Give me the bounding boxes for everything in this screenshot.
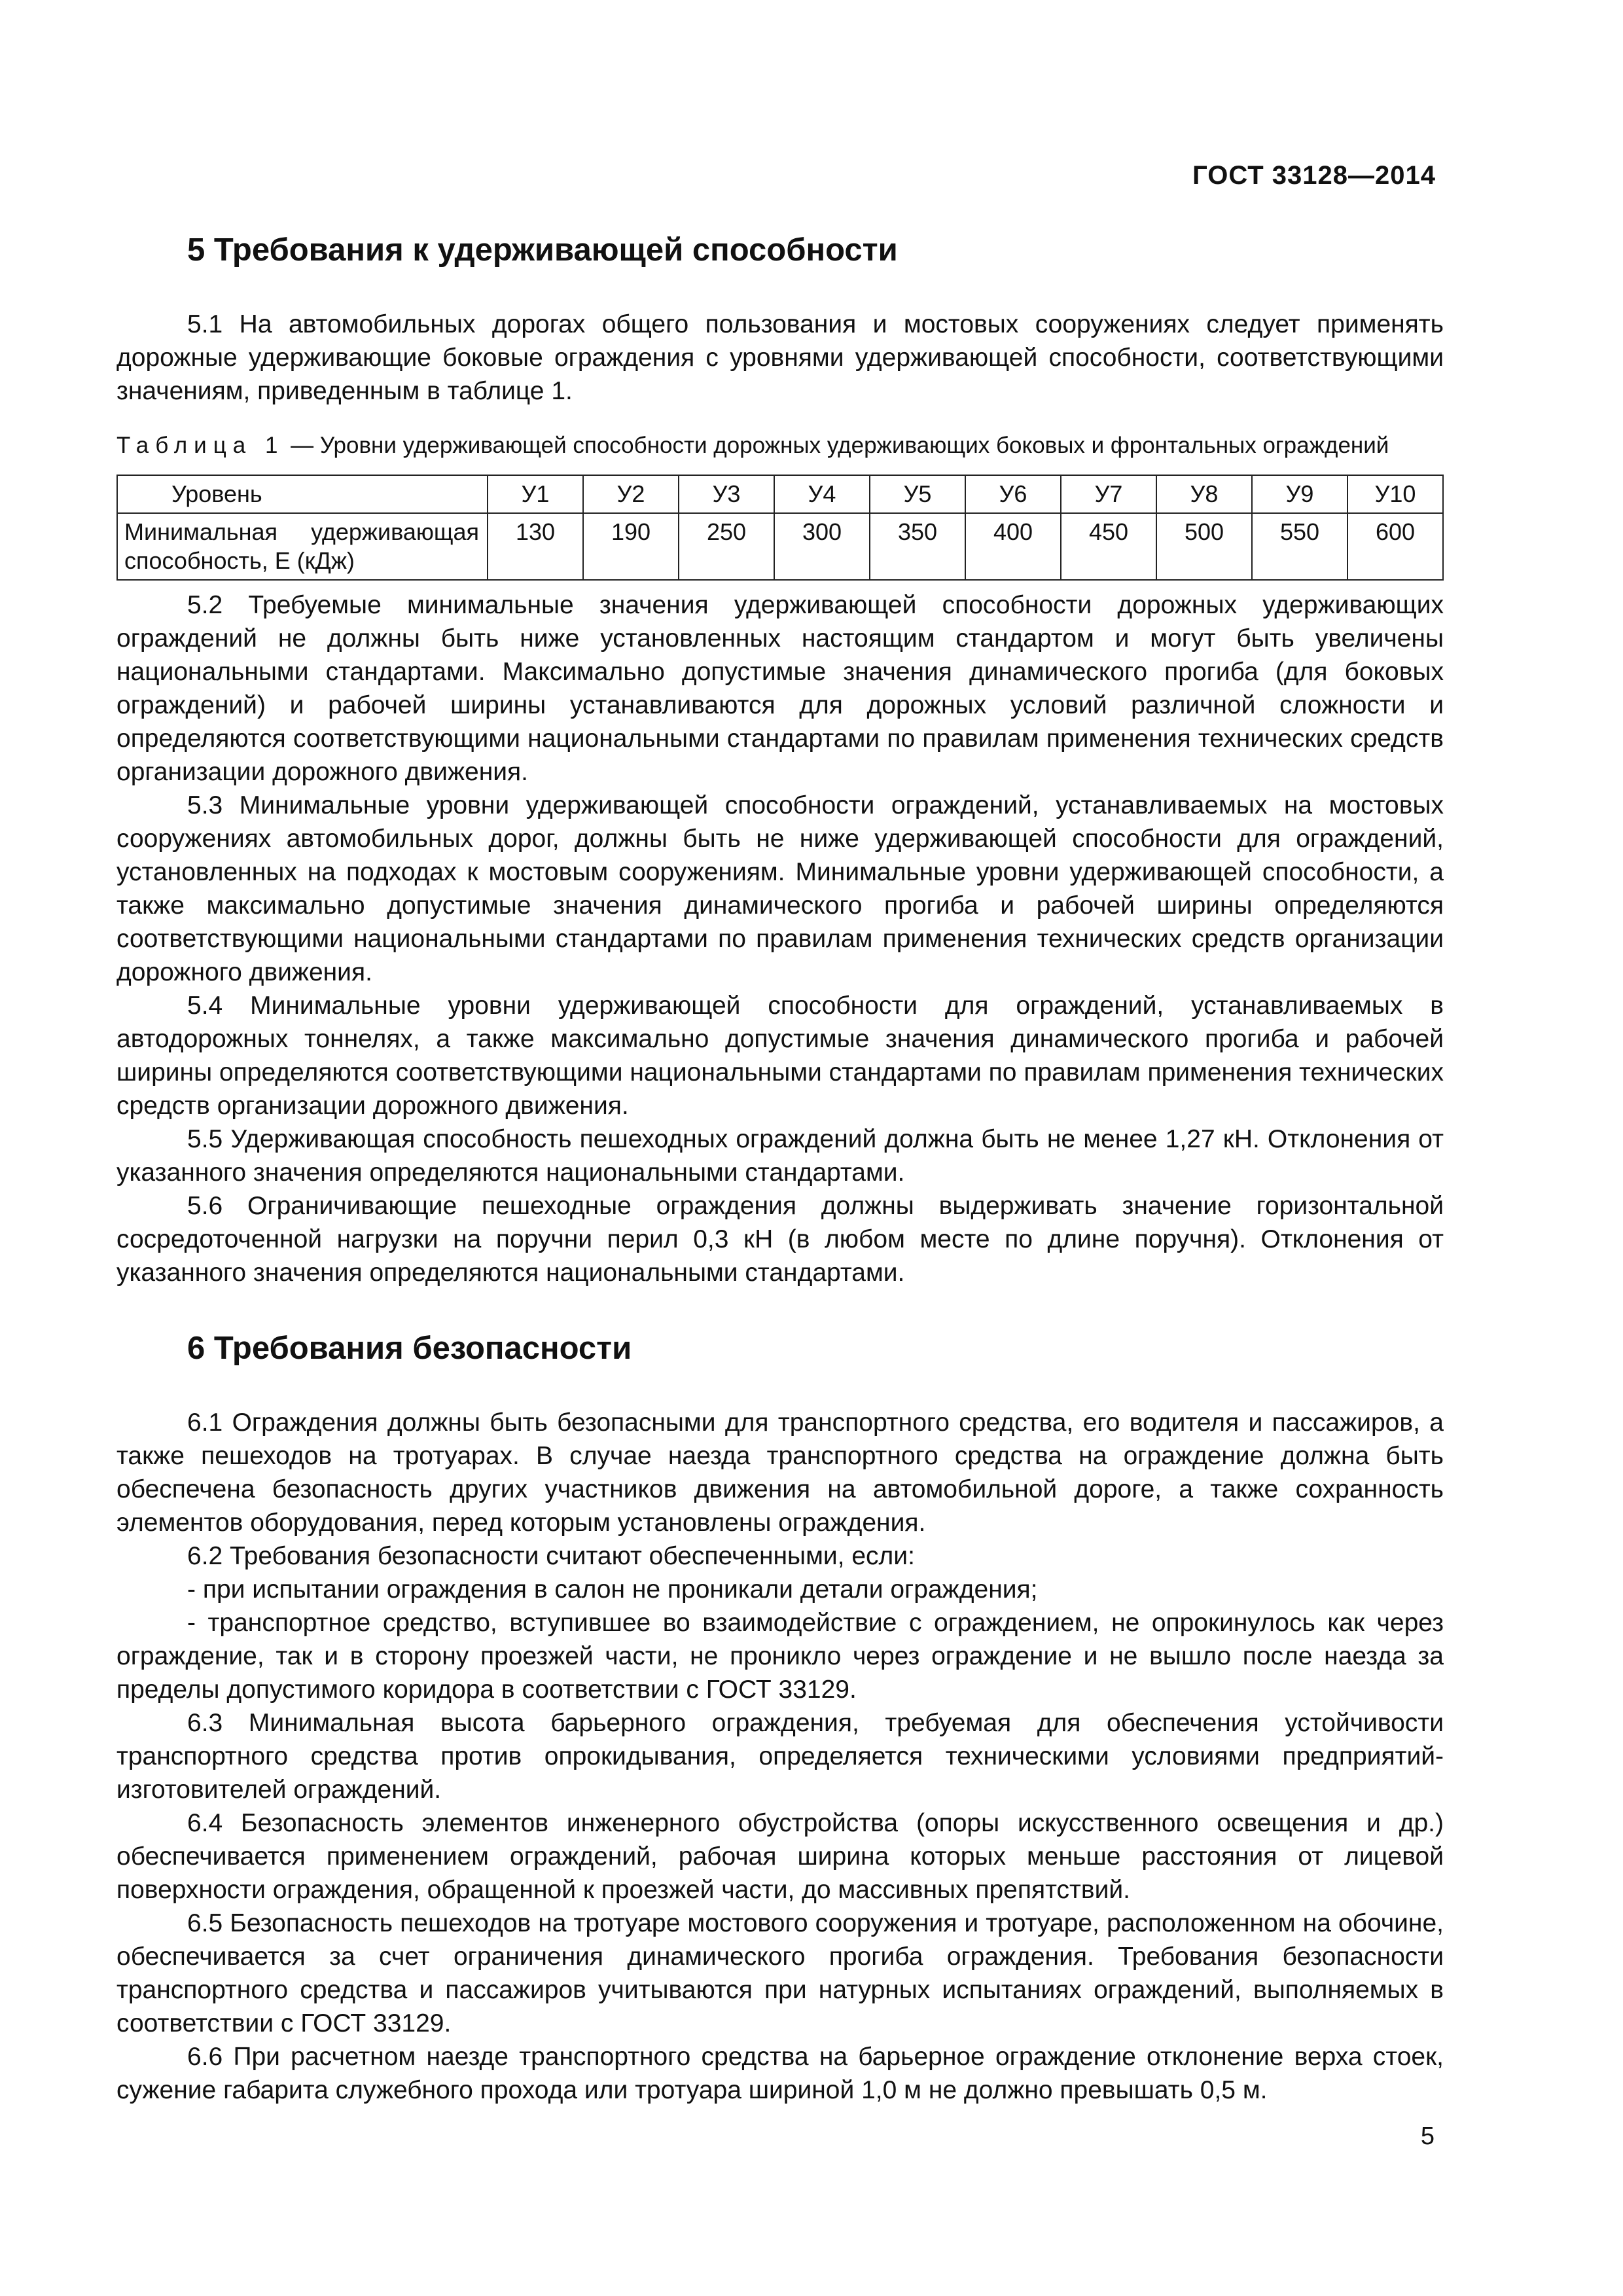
table-cell-value: 190 [583, 513, 679, 580]
section-5-title: 5 Требования к удерживающей способности [187, 232, 898, 268]
table-cell-level: У5 [870, 475, 965, 513]
table-cell-level: У2 [583, 475, 679, 513]
paragraph-6-2: 6.2 Требования безопасности считают обеспеченными, если: [187, 1542, 915, 1570]
section-6-title: 6 Требования безопасности [187, 1331, 632, 1366]
table-cell-level: У9 [1252, 475, 1347, 513]
standard-code: ГОСТ 33128—2014 [1192, 161, 1436, 190]
paragraph-5-1: 5.1 На автомобильных дорогах общего пользования и мостовых сооружениях следует применять дорожные удерживающие боковые ограждения с уровнями удерживающей способности, соответствующими значениям, приведенным в таблице 1. [116, 310, 1444, 405]
table-cell-value: 400 [965, 513, 1061, 580]
paragraph-5-2: 5.2 Требуемые минимальные значения удерживающей способности дорожных удерживающих ограждений не должны быть ниже установленных настоящим стандартом и могут быть увеличены национальными стандартами. Максимально допустимые значения динамического прогиба (для боковых ограждений) и рабочей ширины устанавливаются для дорожных условий различной сложности и определяются соответствующими национальными стандартами по правилам применения технических средств организации дорожного движения. [116, 591, 1444, 786]
table-cell-level: У4 [774, 475, 870, 513]
table-cell-level: У10 [1347, 475, 1443, 513]
page-number: 5 [1420, 2123, 1435, 2150]
table-caption-text: — Уровни удерживающей способности дорожных удерживающих боковых и фронтальных ограждений [284, 433, 1389, 458]
table-cell-level: У7 [1061, 475, 1156, 513]
table-cell-value: 300 [774, 513, 870, 580]
paragraph-6-5: 6.5 Безопасность пешеходов на тротуаре мостового сооружения и тротуаре, расположенном на обочине, обеспечивается за счет ограничения динамического прогиба ограждения. Требования безопасности транспортного средства и пассажиров учитываются при натурных испытаниях ограждений, выполняемых в соответствии с ГОСТ 33129. [116, 1909, 1444, 2037]
table-cell-value: 450 [1061, 513, 1156, 580]
paragraph-6-4: 6.4 Безопасность элементов инженерного обустройства (опоры искусственного освещения и др.) обеспечивается применением ограждений, рабочая ширина которых меньше расстояния от лицевой поверхности ограждения, обращенной к проезжей части, до массивных препятствий. [116, 1809, 1444, 1904]
paragraph-5-6: 5.6 Ограничивающие пешеходные ограждения должны выдерживать значение горизонтальной сосредоточенной нагрузки на поручни перил 0,3 кН (в любом месте по длине поручня). Отклонения от указанного значения определяются национальными стандартами. [116, 1192, 1444, 1287]
table-row-levels [117, 475, 1443, 513]
table-cell-level: У1 [488, 475, 583, 513]
list-item: - транспортное средство, вступившее во взаимодействие с ограждением, не опрокинулось как через ограждение, так и в сторону проезжей части, не проникло через ограждение и не вышло после наезда за пределы допустимого коридора в соответствии с ГОСТ 33129. [116, 1609, 1444, 1704]
list-item: - при испытании ограждения в салон не проникали детали ограждения; [187, 1575, 1038, 1604]
table-1-caption [116, 430, 1444, 461]
table-header-capacity-text: Минимальная удерживающая способность, E (кДж) [124, 518, 479, 574]
paragraph-6-6: 6.6 При расчетном наезде транспортного средства на барьерное ограждение отклонение верха стоек, сужение габарита служебного прохода или тротуара шириной 1,0 м не должно превышать 0,5 м. [116, 2043, 1444, 2104]
paragraph-6-1: 6.1 Ограждения должны быть безопасными для транспортного средства, его водителя и пассажиров, а также пешеходов на тротуарах. В случае наезда транспортного средства на ограждение должна быть обеспечена безопасность других участников движения на автомобильной дороге, а также сохранность элементов оборудования, перед которым установлены ограждения. [116, 1408, 1444, 1537]
paragraph-5-5: 5.5 Удерживающая способность пешеходных ограждений должна быть не менее 1,27 кН. Отклонения от указанного значения определяются национальными стандартами. [116, 1125, 1444, 1187]
paragraph-5-4: 5.4 Минимальные уровни удерживающей способности для ограждений, устанавливаемых в автодорожных тоннелях, а также максимально допустимые значения динамического прогиба и рабочей ширины определяются соответствующими национальными стандартами по правилам применения технических средств организации дорожного движения. [116, 992, 1444, 1120]
page-content [116, 216, 1444, 2107]
table-cell-level: У8 [1156, 475, 1252, 513]
levels-table [116, 475, 1444, 581]
table-cell-value: 500 [1156, 513, 1252, 580]
table-caption-label: Таблица 1 [116, 433, 285, 458]
table-cell-value: 550 [1252, 513, 1347, 580]
paragraph-5-3: 5.3 Минимальные уровни удерживающей способности ограждений, устанавливаемых на мостовых сооружениях автомобильных дорог, должны быть не ниже удерживающей способности для ограждений, установленных на подходах к мостовым сооружениям. Минимальные уровни удерживающей способности, а также максимально допустимые значения динамического прогиба и рабочей ширины определяются соответствующими национальными стандартами по правилам применения технических средств организации дорожного движения. [116, 791, 1444, 986]
table-cell-level: У6 [965, 475, 1061, 513]
table-cell-value: 130 [488, 513, 583, 580]
table-row-values [117, 513, 1443, 580]
table-cell-value: 600 [1347, 513, 1443, 580]
table-header-level: Уровень [117, 475, 488, 513]
table-header-capacity [117, 513, 488, 580]
paragraph-6-3: 6.3 Минимальная высота барьерного ограждения, требуемая для обеспечения устойчивости транспортного средства против опрокидывания, определяется техническими условиями предприятий-изготовителей ограждений. [116, 1709, 1444, 1804]
table-cell-level: У3 [679, 475, 774, 513]
table-cell-value: 350 [870, 513, 965, 580]
table-cell-value: 250 [679, 513, 774, 580]
